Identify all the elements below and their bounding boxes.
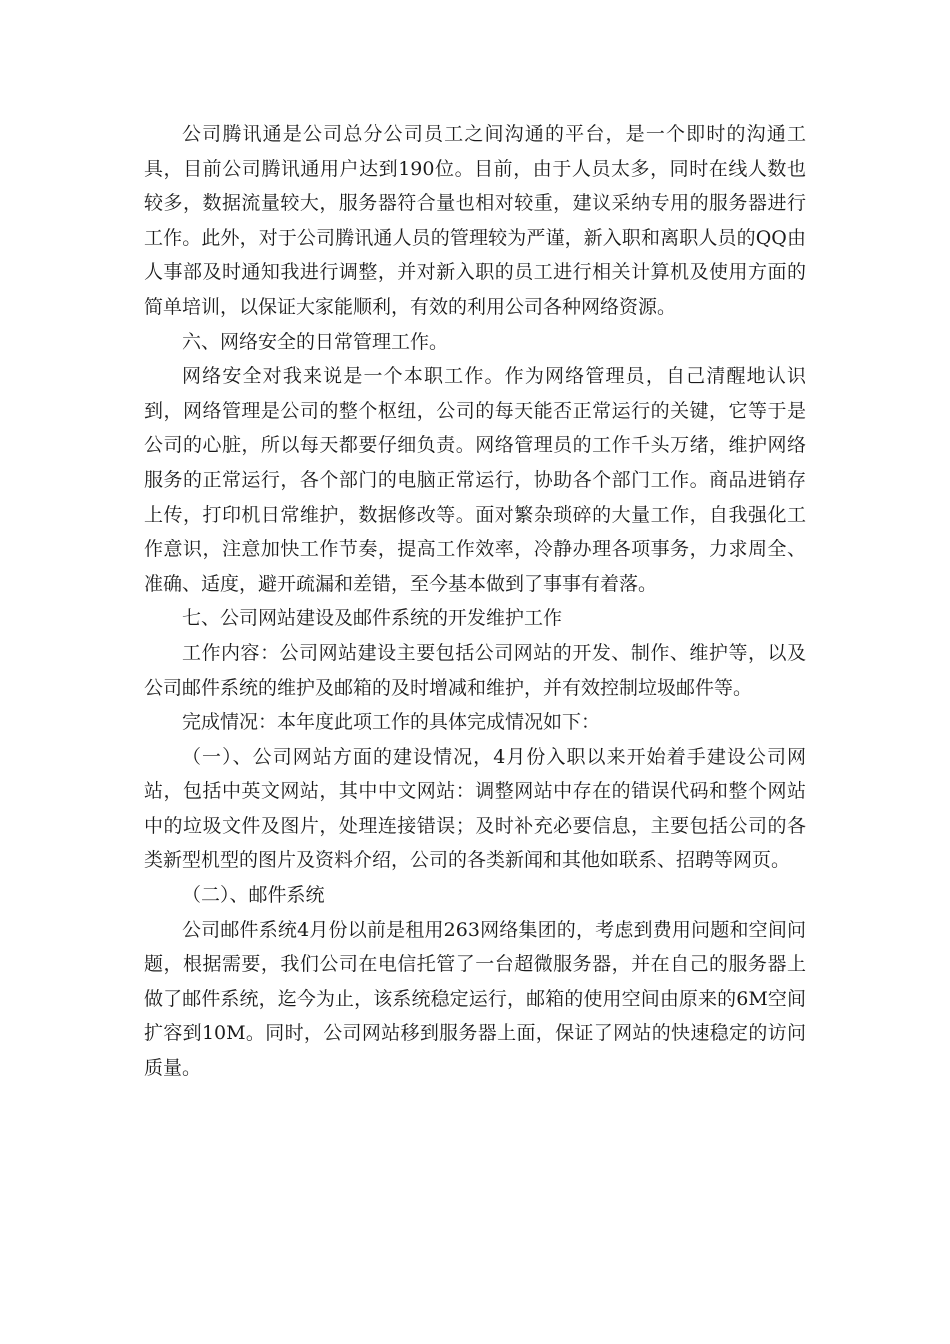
- paragraph-work-content: 工作内容：公司网站建设主要包括公司网站的开发、制作、维护等，以及公司邮件系统的维护及邮箱的及时增减和维护，并有效控制垃圾邮件等。: [144, 641, 806, 699]
- paragraph-email-system: 公司邮件系统4月份以前是租用263网络集团的，考虑到费用问题和空间问题，根据需要，我们公司在电信托管了一台超微服务器，并在自己的服务器上做了邮件系统，迄今为止，该系统稳定运行，邮箱的使用空间由原来的6M空间扩容到10M。同时，公司网站移到服务器上面，保证了网站的快速稳定的访问质量。: [144, 918, 806, 1080]
- section-heading-website-email: 七、公司网站建设及邮件系统的开发维护工作: [182, 607, 563, 630]
- document-body: [144, 117, 806, 1086]
- paragraph-website-construction: （一）、公司网站方面的建设情况，4月份入职以来开始着手建设公司网站，包括中英文网站，其中中文网站：调整网站中存在的错误代码和整个网站中的垃圾文件及图片，处理连接错误；及时补充必要信息，主要包括公司的各类新型机型的图片及资料介绍，公司的各类新闻和其他如联系、招聘等网页。: [144, 745, 806, 872]
- paragraph-network-security: 网络安全对我来说是一个本职工作。作为网络管理员，自己清醒地认识到，网络管理是公司的整个枢纽，公司的每天能否正常运行的关键，它等于是公司的心脏，所以每天都要仔细负责。网络管理员的工作千头万绪，维护网络服务的正常运行，各个部门的电脑正常运行，协助各个部门工作。商品进销存上传，打印机日常维护，数据修改等。面对繁杂琐碎的大量工作，自我强化工作意识，注意加快工作节奏，提高工作效率，冷静办理各项事务，力求周全、准确、适度，避开疏漏和差错，至今基本做到了事事有着落。: [144, 365, 806, 595]
- section-heading-network-security: 六、网络安全的日常管理工作。: [182, 330, 449, 353]
- subheading-email-system: （二）、邮件系统: [182, 884, 325, 907]
- paragraph-tencent-communication: 公司腾讯通是公司总分公司员工之间沟通的平台，是一个即时的沟通工具，目前公司腾讯通用户达到190位。目前，由于人员太多，同时在线人数也较多，数据流量较大，服务器符合量也相对较重，建议采纳专用的服务器进行工作。此外，对于公司腾讯通人员的管理较为严谨，新入职和离职人员的QQ由人事部及时通知我进行调整，并对新入职的员工进行相关计算机及使用方面的简单培训，以保证大家能顺利，有效的利用公司各种网络资源。: [144, 123, 806, 318]
- paragraph-completion-status: 完成情况：本年度此项工作的具体完成情况如下：: [182, 711, 601, 734]
